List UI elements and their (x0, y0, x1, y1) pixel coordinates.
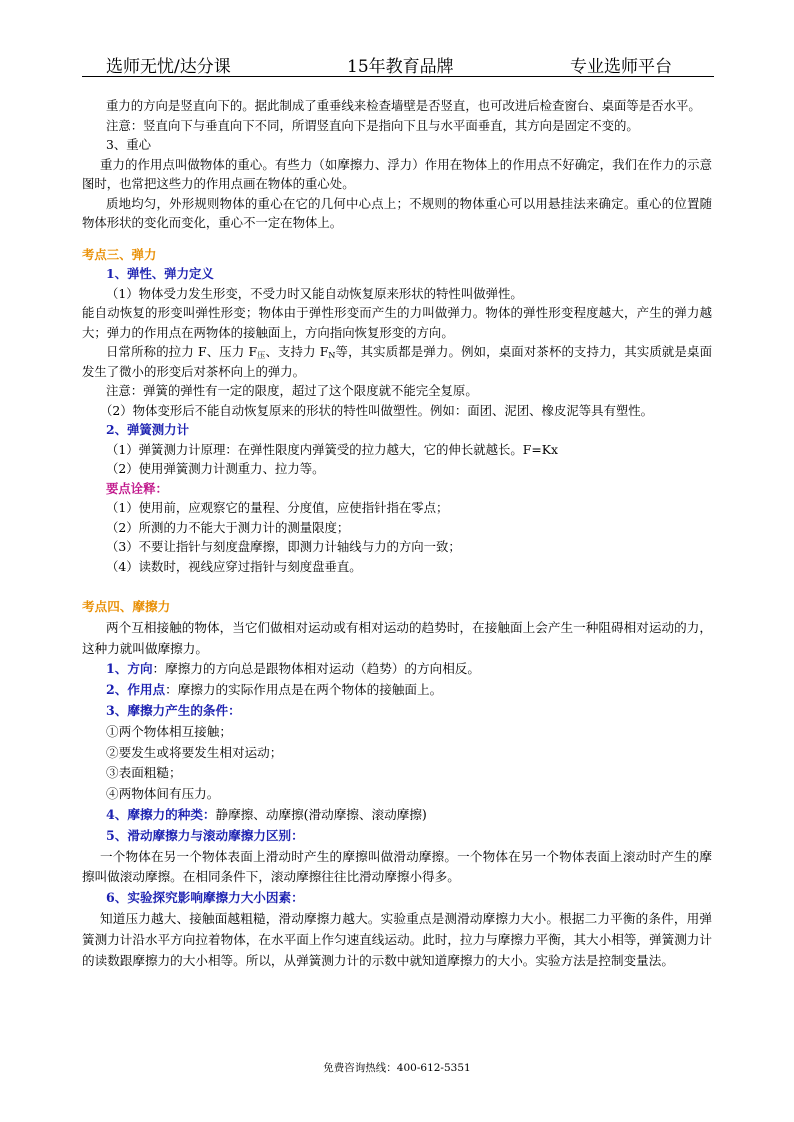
elastic-force-definition: 能自动恢复的形变叫弹性形变；物体由于弹性形变而产生的力叫做弹力。物体的弹性形变程度越大，产生的弹力越大；弹力的作用点在两物体的接触面上，方向指向恢复形变的方向。 (82, 305, 712, 340)
elasticity-definition: （1）物体受力发生形变，不受力时又能自动恢复原来形状的特性叫做弹性。 (106, 285, 523, 301)
friction-direction: 1、方向：摩擦力的方向总是跟物体相对运动（趋势）的方向相反。 (106, 661, 480, 677)
key-point-item: （1）使用前，应观察它的量程、分度值，应使指针指在零点； (106, 500, 449, 515)
page-header (82, 48, 714, 77)
experiment-paragraph: 知道压力越大、接触面越粗糙，滑动摩擦力越大。实验重点是测滑动摩擦力大小。根据二力平衡的条件，用弹簧测力计沿水平方向拉着物体，在水平面上作匀速直线运动。此时，拉力与摩擦力平衡，其大小相等，弹簧测力计的读数跟摩擦力的大小相等。所以，从弹簧测力计的示数中就知道摩擦力的大小。实验方法是控制变量法。 (82, 910, 712, 968)
header-brand: 选师无忧/达分课 (106, 57, 231, 77)
spring-scale-usage: （2）使用弹簧测力计测重力、拉力等。 (106, 461, 325, 476)
friction-condition-item: ③表面粗糙； (106, 765, 182, 781)
sliding-rolling-paragraph: 一个物体在另一个物体表面上滑动时产生的摩擦叫做滑动摩擦。一个物体在另一个物体表面上滚动时产生的摩擦叫做滚动摩擦。在相同条件下，滚动摩擦往往比滑动摩擦小得多。 (82, 848, 712, 885)
elastic-force-examples: 日常所称的拉力 F、压力 $F_压$、支持力 $F_N$等，其实质都是弹力。例如，桌面对茶杯的支持力，其实质就是桌面发生了微小的形变后对茶杯向上的弹力。 (82, 344, 712, 379)
section-4 (82, 597, 712, 971)
friction-types: 4、摩擦力的种类：静摩擦、动摩擦(滑动摩擦、滚动摩擦) (106, 806, 427, 822)
center-of-gravity-paragraph: 重力的作用点叫做物体的重心。有些力（如摩擦力、浮力）作用在物体上的作用点不好确定，我们在作力的示意图时，也常把这些力的作用点画在物体的重心处。 (82, 156, 712, 191)
friction-condition-item: ②要发生或将要发生相对运动； (106, 744, 283, 760)
sliding-rolling-heading: 5、滑动摩擦力与滚动摩擦力区别： (106, 827, 304, 843)
section-4-title: 考点四、摩擦力 (82, 599, 171, 614)
center-of-gravity-position-paragraph: 质地均匀，外形规则物体的重心在它的几何中心点上；不规则的物体重心可以用悬挂法来确定。重心的位置随物体形状的变化而变化，重心不一定在物体上。 (82, 195, 712, 230)
footer-hotline: 免费咨询热线：400-612-5351 (323, 1062, 471, 1074)
center-of-gravity-heading: 3、重心 (106, 137, 152, 152)
friction-application-point: 2、作用点：摩擦力的实际作用点是在两个物体的接触面上。 (106, 682, 443, 698)
plasticity-definition: （2）物体变形后不能自动恢复原来的形状的特性叫做塑性。例如：面团、泥团、橡皮泥等具有塑性。 (100, 402, 654, 418)
key-point-item: （2）所测的力不能大于测力计的测量限度； (106, 519, 350, 535)
key-point-item: （3）不要让指针与刻度盘摩擦，即测力计轴线与力的方向一致； (106, 539, 461, 554)
gravity-note-paragraph: 注意：竖直向下与垂直向下不同，所谓竖直向下是指向下且与水平面垂直，其方向是固定不变的。 (106, 117, 639, 133)
elasticity-limit-note: 注意：弹簧的弹性有一定的限度，超过了这个限度就不能完全复原。 (106, 383, 478, 398)
friction-condition-item: ①两个物体相互接触； (106, 723, 232, 739)
key-point-item: （4）读数时，视线应穿过指针与刻度盘垂直。 (106, 558, 362, 574)
spring-scale-heading: 2、弹簧测力计 (106, 422, 189, 437)
elasticity-heading: 1、弹性、弹力定义 (106, 266, 214, 281)
friction-conditions-heading: 3、摩擦力产生的条件： (106, 702, 241, 718)
friction-definition: 两个互相接触的物体，当它们做相对运动或有相对运动的趋势时，在接触面上会产生一种阻碍相对运动的力，这种力就叫做摩擦力。 (82, 619, 712, 656)
experiment-heading: 6、实验探究影响摩擦力大小因素： (106, 890, 304, 906)
key-points-heading: 要点诠释： (106, 480, 168, 496)
header-slogan: 15年教育品牌 (347, 57, 454, 77)
spring-scale-principle: （1）弹簧测力计原理：在弹性限度内弹簧受的拉力越大，它的伸长就越长。F=Kx (106, 441, 558, 457)
document-body (82, 96, 712, 971)
section-3-title: 考点三、弹力 (82, 246, 157, 262)
friction-condition-item: ④两物体间有压力。 (106, 786, 220, 802)
header-platform: 专业选师平台 (570, 57, 672, 77)
gravity-direction-paragraph: 重力的方向是竖直向下的。据此制成了重垂线来检查墙壁是否竖直，也可改进后检查窗台、桌面等是否水平。 (106, 98, 701, 113)
